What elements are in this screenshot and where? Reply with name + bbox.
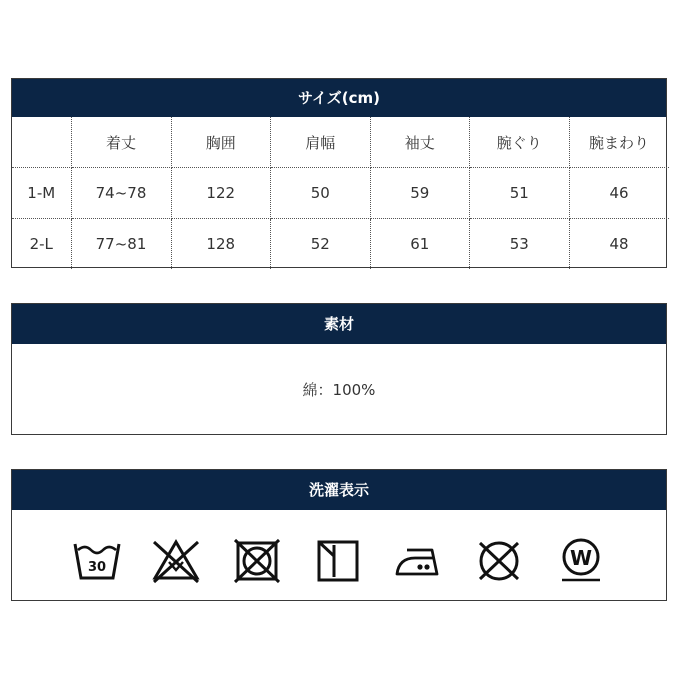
size-table-header-row [12, 117, 669, 168]
header-cell-arm-circumference: 腕まわり [569, 117, 669, 168]
no-tumble-dry-icon [232, 538, 282, 584]
header-cell-chest: 胸囲 [171, 117, 271, 168]
iron-low-icon [393, 538, 443, 584]
table-cell: 53 [470, 219, 570, 270]
care-section-title: 洗濯表示 [12, 470, 666, 510]
header-cell-shoulder: 肩幅 [271, 117, 371, 168]
table-cell: 128 [171, 219, 271, 270]
size-section [11, 78, 667, 268]
wet-clean-icon [556, 538, 606, 584]
table-cell: 48 [609, 235, 629, 253]
size-table [12, 117, 669, 269]
table-cell: 46 [569, 168, 669, 219]
no-bleach-icon [151, 538, 201, 584]
material-text: 綿：100% [302, 380, 376, 399]
table-row [12, 219, 669, 270]
table-cell: 77~81 [71, 219, 171, 270]
table-cell: 59 [370, 168, 470, 219]
wet-clean-label: W [569, 546, 593, 570]
table-cell: 74~78 [71, 168, 171, 219]
table-row [12, 168, 669, 219]
header-cell-sleeve: 袖丈 [370, 117, 470, 168]
size-label-cell: 1-M [12, 168, 71, 219]
care-icons-row [12, 510, 666, 600]
no-dry-clean-icon [474, 538, 524, 584]
size-label-cell: 2-L [12, 219, 71, 270]
material-section [11, 303, 667, 435]
table-cell: 50 [271, 168, 371, 219]
table-cell: 122 [171, 168, 271, 219]
table-cell: 51 [470, 168, 570, 219]
table-cell: 61 [370, 219, 470, 270]
table-cell: 52 [271, 219, 371, 270]
header-cell-armhole: 腕ぐり [470, 117, 570, 168]
wash-30-icon [72, 538, 122, 584]
wash-temperature-label: 30 [87, 560, 107, 575]
header-cell-empty [12, 117, 71, 168]
material-section-title: 素材 [12, 304, 666, 344]
size-section-title: サイズ(cm) [12, 79, 666, 117]
header-cell-length: 着丈 [71, 117, 171, 168]
line-dry-shade-icon [313, 538, 363, 584]
care-section [11, 469, 667, 601]
material-body [12, 344, 666, 434]
